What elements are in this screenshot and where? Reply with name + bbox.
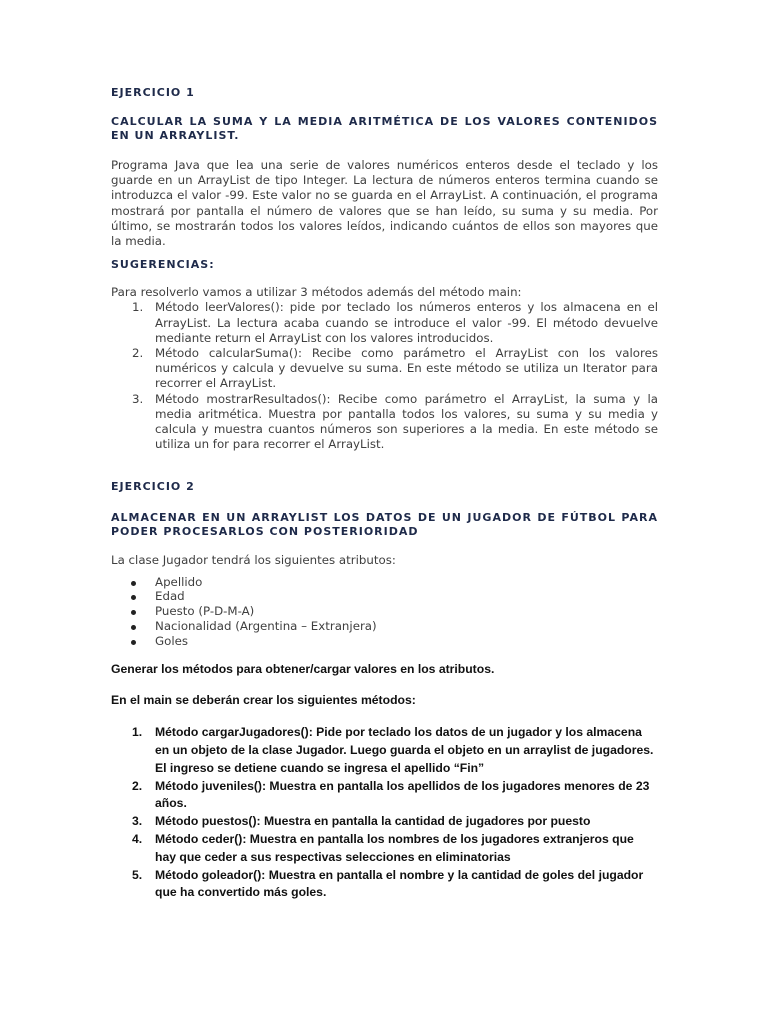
exercise-2-title: ALMACENAR EN UN ARRAYLIST LOS DATOS DE UN JUGADOR DE FÚTBOL PARA PODER PROCESARLOS CON POSTERIORIDAD	[111, 511, 658, 539]
generate-methods-text: Generar los métodos para obtener/cargar valores en los atributos.	[111, 661, 495, 676]
list-item: 5. Método goleador(): Muestra en pantalla el nombre y la cantidad de goles del jugador que ha convertido más goles.	[132, 867, 644, 900]
list-item: 4. Método ceder(): Muestra en pantalla los nombres de los jugadores extranjeros que hay que ceder a sus respectivas selecciones en eliminatorias	[132, 832, 634, 864]
list-item: Edad	[111, 589, 658, 604]
bullet-icon	[131, 625, 136, 630]
bullet-icon	[131, 581, 136, 586]
list-item: Goles	[111, 634, 658, 649]
exercise-1-heading: EJERCICIO 1	[111, 86, 195, 99]
list-item: 3. Método mostrarResultados(): Recibe como parámetro el ArrayList, la suma y la media aritmética. Muestra por pantalla todos los valores, su suma y su media y calcula y muestra cuantos números son superiores a la media. En este método se utiliza un for para recorrer el ArrayList.	[132, 391, 658, 452]
list-item: 2. Método juveniles(): Muestra en pantalla los apellidos de los jugadores menores de 23 años.	[132, 778, 650, 811]
list-item: 2. Método calcularSuma(): Recibe como parámetro el ArrayList con los valores numéricos y calcula y devuelve su suma. En este método se utiliza un Iterator para recorrer el ArrayList.	[132, 346, 658, 391]
suggestions-label: SUGERENCIAS:	[111, 258, 215, 272]
exercise-1-title: CALCULAR LA SUMA Y LA MEDIA ARITMÉTICA DE LOS VALORES CONTENIDOS EN UN ARRAYLIST.	[111, 115, 658, 142]
bullet-icon	[131, 610, 136, 615]
list-item: 1. Método leerValores(): pide por teclado los números enteros y los almacena en el ArrayList. La lectura acaba cuando se introduce el valor -99. El método devuelve mediante return el ArrayList con los valores introducidos.	[132, 300, 658, 345]
bullet-icon	[131, 595, 136, 600]
list-item: Nacionalidad (Argentina – Extranjera)	[111, 619, 658, 634]
exercise-2-heading: EJERCICIO 2	[111, 480, 195, 494]
list-item: Apellido	[111, 575, 658, 590]
exercise-1-intro: Programa Java que lea una serie de valores numéricos enteros desde el teclado y los guarde en un ArrayList de tipo Integer. La lectura de números enteros termina cuando se introduzca el valor -99. Este valor no se guarda en el ArrayList. A continuación, el programa mostrará por pantalla el número de valores que se han leído, su suma y su media. Por último, se mostrarán todos los valores leídos, indicando cuántos de ellos son mayores que la media.	[111, 158, 658, 249]
main-methods-intro: En el main se deberán crear los siguientes métodos:	[111, 693, 416, 708]
suggestions-intro: Para resolverlo vamos a utilizar 3 métodos además del método main:	[111, 285, 522, 300]
suggestions-list	[111, 300, 658, 452]
bullet-icon	[131, 640, 136, 645]
list-item: Puesto (P-D-M-A)	[111, 604, 658, 619]
main-methods-list	[111, 724, 658, 902]
list-item: 3. Método puestos(): Muestra en pantalla la cantidad de jugadores por puesto	[132, 814, 591, 829]
list-item: 1. Método cargarJugadores(): Pide por teclado los datos de un jugador y los almacena en un objeto de la clase Jugador. Luego guarda el objeto en un arraylist de jugadores. El ingreso se detiene cuando se ingresa el apellido “Fin”	[132, 725, 654, 775]
attributes-list	[111, 575, 658, 649]
exercise-2-intro: La clase Jugador tendrá los siguientes atributos:	[111, 553, 396, 568]
document-page	[111, 86, 658, 902]
